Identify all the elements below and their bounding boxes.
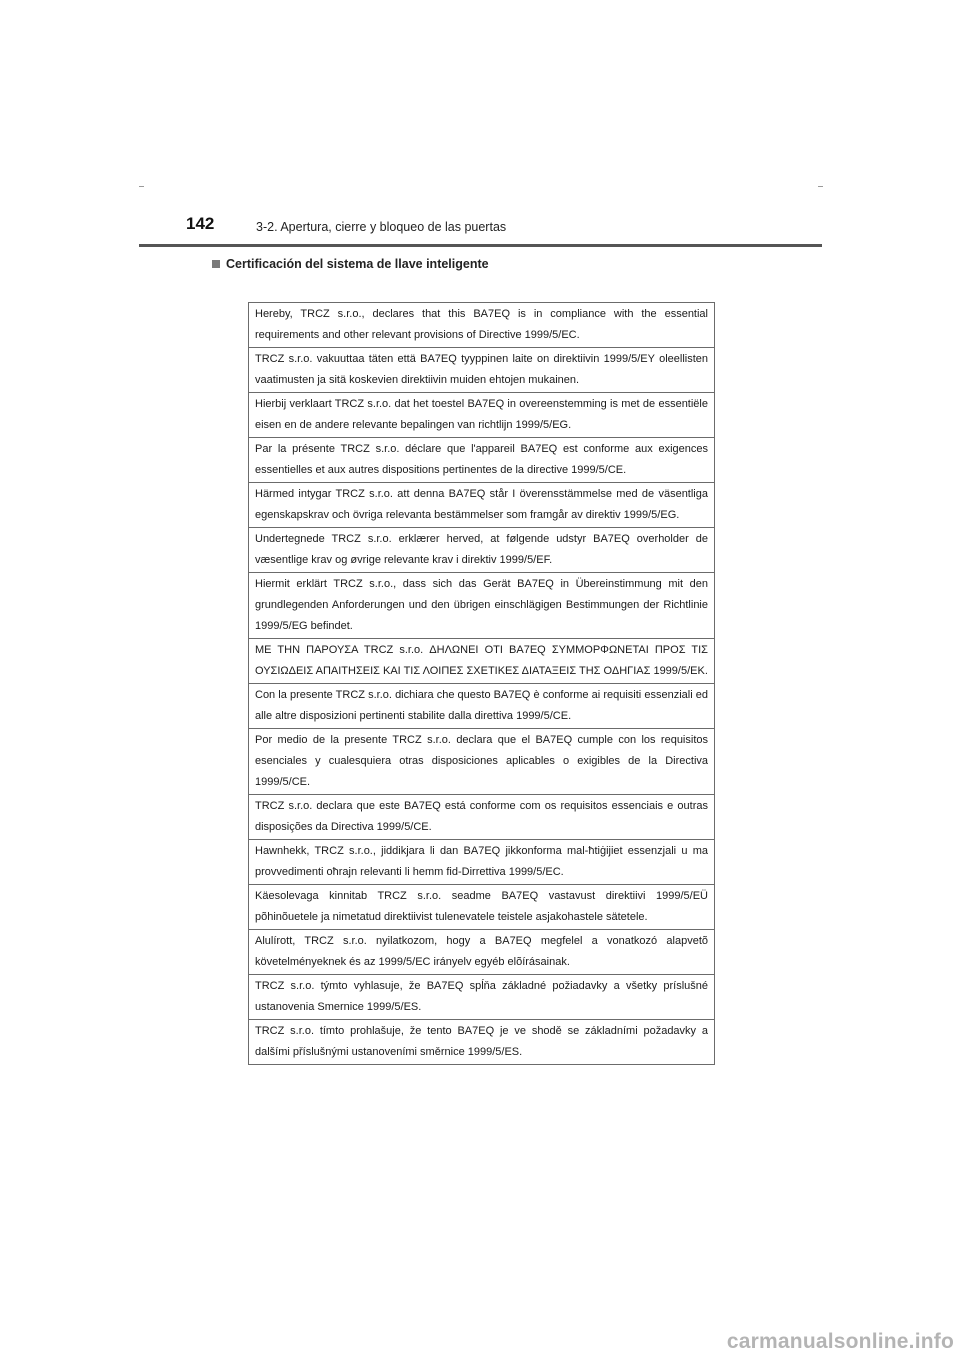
page-number: 142 [186, 214, 215, 233]
declaration-cell-hu: Alulírott, TRCZ s.r.o. nyilatkozom, hogy a BA7EQ megfelel a vonatkozó alapvetõ követelményeknek és az 1999/5/EC irányelv egyéb elõírásainak. [249, 930, 715, 975]
table-row [249, 528, 715, 573]
crop-mark-left [139, 186, 144, 187]
declaration-cell-da: Undertegnede TRCZ s.r.o. erklærer herved, at følgende udstyr BA7EQ overholder de væsentlige krav og øvrige relevante krav i direktiv 1999/5/EF. [249, 528, 715, 573]
declaration-cell-fr: Par la présente TRCZ s.r.o. déclare que l'appareil BA7EQ est conforme aux exigences essentielles et aux autres dispositions pertinentes de la directive 1999/5/CE. [249, 438, 715, 483]
declaration-cell-pt: TRCZ s.r.o. declara que este BA7EQ está conforme com os requisitos essenciais e outras disposições da Directiva 1999/5/CE. [249, 795, 715, 840]
table-row [249, 930, 715, 975]
watermark: carmanualsonline.info [726, 1330, 954, 1353]
table-row [249, 684, 715, 729]
table-row [249, 639, 715, 684]
table-row [249, 840, 715, 885]
declaration-cell-sv: Härmed intygar TRCZ s.r.o. att denna BA7EQ står I överensstämmelse med de väsentliga egenskapskrav och övriga relevanta bestämmelser som framgår av direktiv 1999/5/EG. [249, 483, 715, 528]
table-row [249, 303, 715, 348]
table-row [249, 975, 715, 1020]
declaration-cell-nl: Hierbij verklaart TRCZ s.r.o. dat het toestel BA7EQ in overeenstemming is met de essentiële eisen en de andere relevante bepalingen van richtlijn 1999/5/EG. [249, 393, 715, 438]
declaration-cell-el: ΜΕ ΤΗΝ ΠΑΡΟΥΣΑ TRCZ s.r.o. ΔΗΛΩΝΕΙ ΟΤΙ BA7EQ ΣΥΜΜΟΡΦΩΝΕΤΑΙ ΠΡΟΣ ΤΙΣ ΟΥΣΙΩΔΕΙΣ ΑΠΑΙΤΗΣΕΙΣ ΚΑΙ ΤΙΣ ΛΟΙΠΕΣ ΣΧΕΤΙΚΕΣ ΔΙΑΤΑΞΕΙΣ ΤΗΣ ΟΔΗΓΙΑΣ 1999/5/ΕΚ. [249, 639, 715, 684]
declaration-cell-fi: TRCZ s.r.o. vakuuttaa täten että BA7EQ tyyppinen laite on direktiivin 1999/5/EY oleellisten vaatimusten ja sitä koskevien direktiivin muiden ehtojen mukainen. [249, 348, 715, 393]
table-row [249, 438, 715, 483]
table-row [249, 348, 715, 393]
declarations-table [248, 302, 715, 1065]
declaration-cell-en: Hereby, TRCZ s.r.o., declares that this BA7EQ is in compliance with the essential requirements and other relevant provisions of Directive 1999/5/EC. [249, 303, 715, 348]
table-row [249, 885, 715, 930]
declaration-cell-et: Käesolevaga kinnitab TRCZ s.r.o. seadme BA7EQ vastavust direktiivi 1999/5/EÜ põhinõuetele ja nimetatud direktiivist tulenevatele teistele asjakohastele sätetele. [249, 885, 715, 930]
square-bullet-icon [212, 260, 220, 268]
declaration-cell-de: Hiermit erklärt TRCZ s.r.o., dass sich das Gerät BA7EQ in Übereinstimmung mit den grundlegenden Anforderungen und den übrigen einschlägigen Bestimmungen der Richtlinie 1999/5/EG befindet. [249, 573, 715, 639]
section-title: 3-2. Apertura, cierre y bloqueo de las puertas [256, 220, 507, 234]
table-row [249, 729, 715, 795]
table-row [249, 1020, 715, 1065]
subheading-text: Certificación del sistema de llave inteligente [226, 257, 489, 271]
declaration-cell-it: Con la presente TRCZ s.r.o. dichiara che questo BA7EQ è conforme ai requisiti essenziali ed alle altre disposizioni pertinenti stabilite dalla direttiva 1999/5/CE. [249, 684, 715, 729]
crop-mark-right [818, 186, 823, 187]
table-row [249, 393, 715, 438]
header-divider [139, 244, 822, 247]
declaration-cell-sk: TRCZ s.r.o. týmto vyhlasuje, že BA7EQ spĺňa základné požiadavky a všetky príslušné ustanovenia Smernice 1999/5/ES. [249, 975, 715, 1020]
table-row [249, 573, 715, 639]
table-row [249, 795, 715, 840]
declaration-cell-mt: Hawnhekk, TRCZ s.r.o., jiddikjara li dan BA7EQ jikkonforma mal-ħtiġijiet essenzjali u ma provvedimenti oħrajn relevanti li hemm fid-Dirrettiva 1999/5/EC. [249, 840, 715, 885]
declaration-cell-cs: TRCZ s.r.o. tímto prohlašuje, že tento BA7EQ je ve shodě se základními požadavky a dalšími příslušnými ustanoveními směrnice 1999/5/ES. [249, 1020, 715, 1065]
table-row [249, 483, 715, 528]
declaration-cell-es: Por medio de la presente TRCZ s.r.o. declara que el BA7EQ cumple con los requisitos esenciales y cualesquiera otras disposiciones aplicables o exigibles de la Directiva 1999/5/CE. [249, 729, 715, 795]
subheading [212, 256, 489, 272]
